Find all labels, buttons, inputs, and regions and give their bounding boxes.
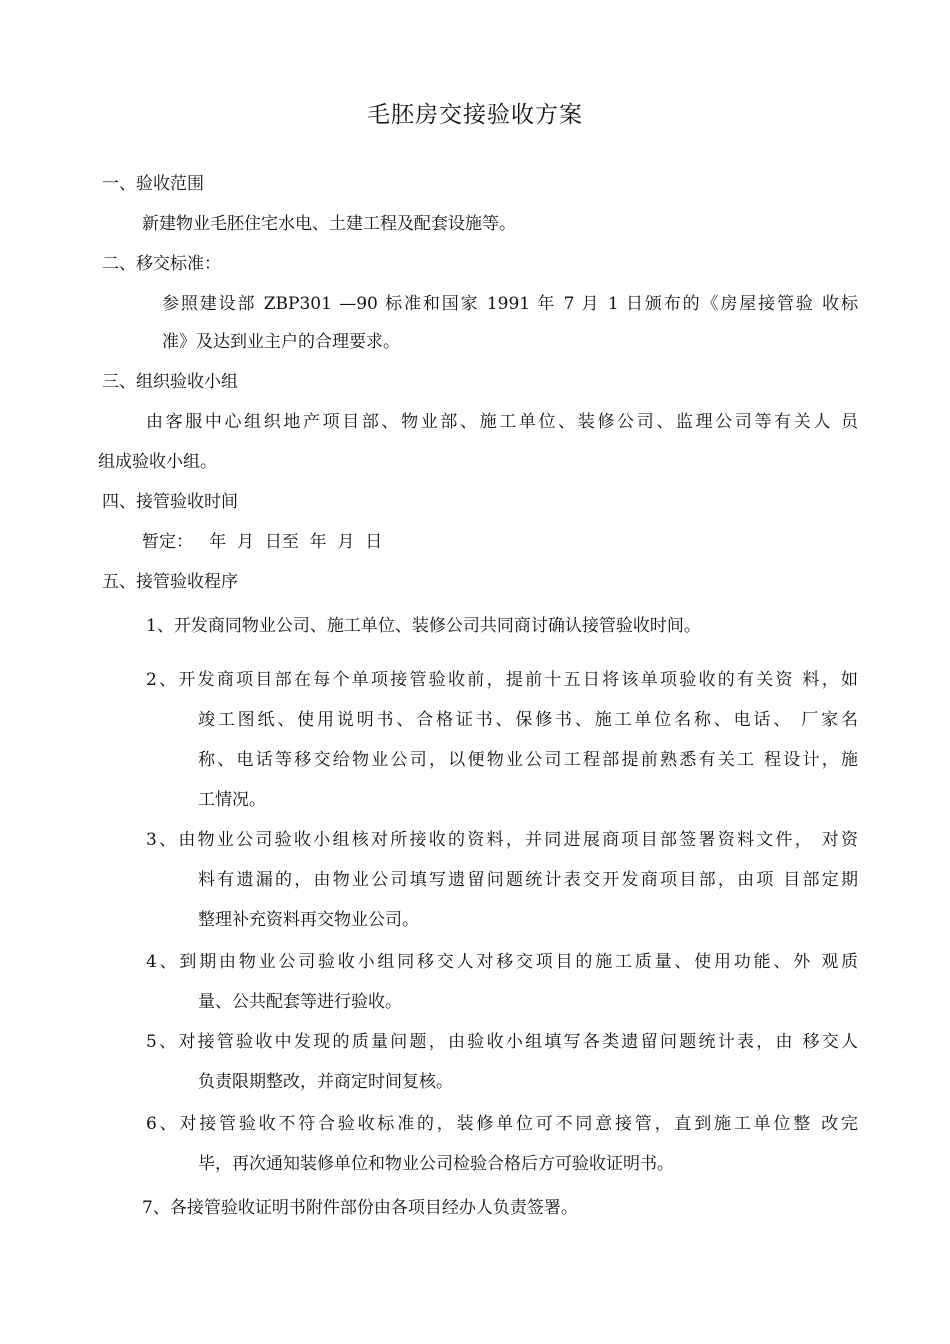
procedure-item-3-line-2: 料有遗漏的，由物业公司填写遗留问题统计表交开发商项目部，由项 目部定期 (198, 870, 858, 890)
procedure-item-5-line-1: 5、对接管验收中发现的质量问题，由验收小组填写各类遗留问题统计表，由 移交人 (146, 1032, 858, 1052)
procedure-item-6-line-1: 6、对接管验收不符合验收标准的，装修单位可不同意接管，直到施工单位整 改完 (146, 1114, 858, 1134)
section-1-body: 新建物业毛胚住宅水电、土建工程及配套设施等。 (142, 214, 516, 234)
procedure-item-4-line-1: 4、到期由物业公司验收小组同移交人对移交项目的施工质量、使用功能、外 观质 (146, 952, 858, 972)
section-2-body-line-1: 参照建设部 ZBP301 —90 标准和国家 1991 年 7 月 1 日颁布的《房屋接管验 收标 (162, 294, 858, 314)
section-3-heading: 三、组织验收小组 (102, 372, 238, 392)
procedure-item-2-line-2: 竣工图纸、使用说明书、合格证书、保修书、施工单位名称、电话、 厂家名 (198, 710, 858, 730)
procedure-item-2-line-1: 2、开发商项目部在每个单项接管验收前，提前十五日将该单项验收的有关资 料，如 (146, 670, 858, 690)
section-5-heading: 五、接管验收程序 (102, 572, 238, 592)
procedure-item-3-line-3: 整理补充资料再交物业公司。 (198, 910, 419, 930)
procedure-item-1: 1、开发商同物业公司、施工单位、装修公司共同商讨确认接管验收时间。 (146, 616, 701, 636)
section-3-body-line-1: 由客服中心组织地产项目部、物业部、施工单位、装修公司、监理公司等有关人 员 (146, 412, 858, 432)
procedure-item-4-line-2: 量、公共配套等进行验收。 (198, 992, 402, 1012)
section-3-body-line-2: 组成验收小组。 (98, 452, 217, 472)
procedure-item-3-line-1: 3、由物业公司验收小组核对所接收的资料，并同进展商项目部签署资料文件， 对资 (146, 830, 858, 850)
section-2-body-line-2: 准》及达到业主户的合理要求。 (162, 332, 400, 352)
section-1-heading: 一、验收范围 (102, 174, 204, 194)
document-title: 毛胚房交接验收方案 (367, 102, 583, 128)
section-4-body: 暂定： 年 月 日至 年 月 日 (142, 532, 383, 552)
procedure-item-6-line-2: 毕，再次通知装修单位和物业公司检验合格后方可验收证明书。 (198, 1154, 674, 1174)
procedure-item-5-line-2: 负责限期整改，并商定时间复核。 (198, 1072, 453, 1092)
procedure-item-2-line-4: 工情况。 (198, 790, 266, 810)
section-4-heading: 四、接管验收时间 (102, 492, 238, 512)
procedure-item-7: 7、各接管验收证明书附件部份由各项目经办人负责签署。 (142, 1198, 578, 1218)
section-2-heading: 二、移交标准： (102, 254, 221, 274)
procedure-item-2-line-3: 称、电话等移交给物业公司，以便物业公司工程部提前熟悉有关工 程设计，施 (198, 750, 858, 770)
